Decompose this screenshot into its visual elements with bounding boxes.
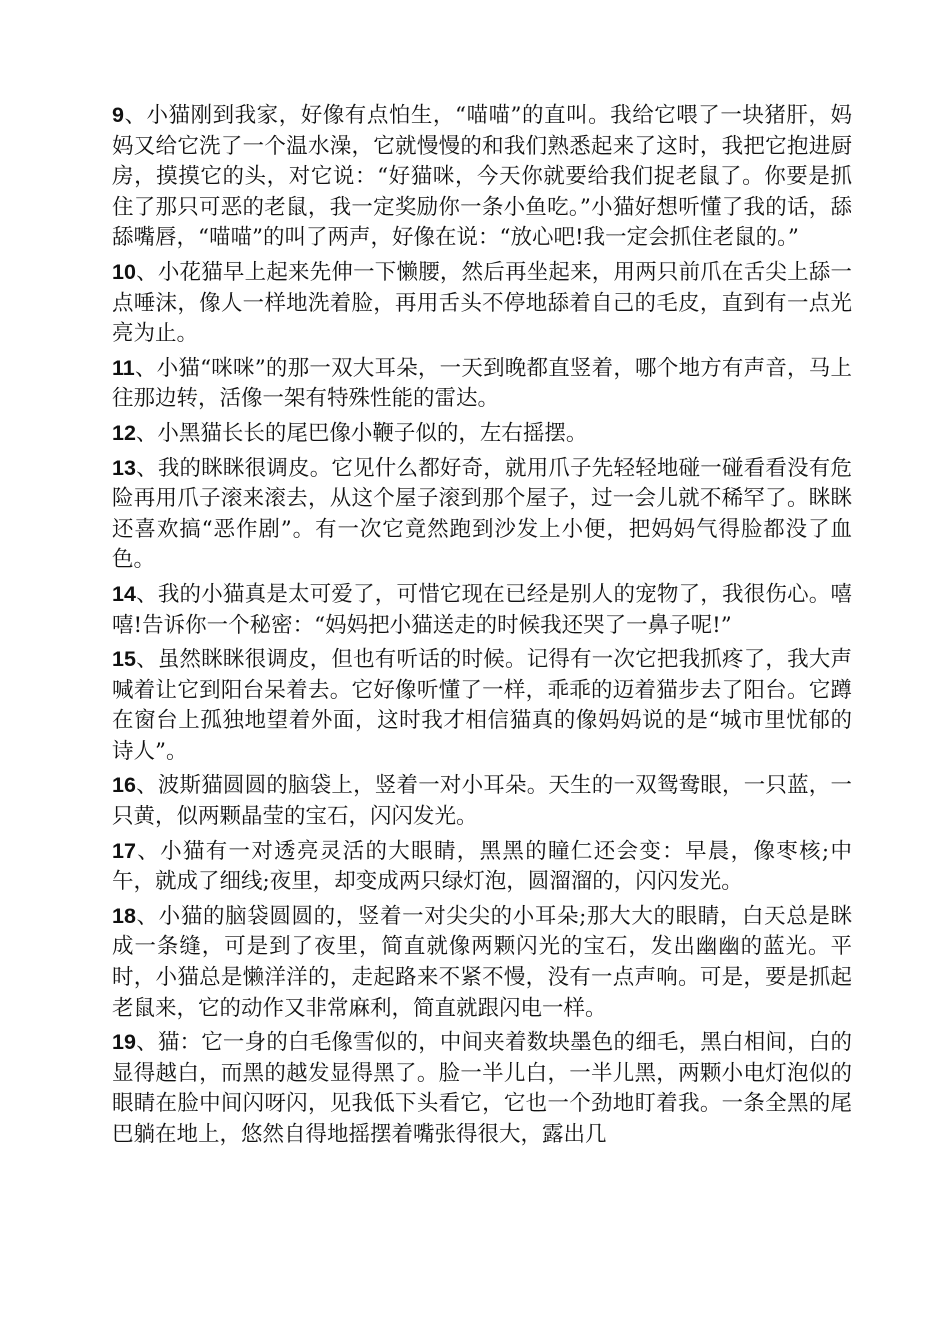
paragraph-text: 、小猫有一对透亮灵活的大眼睛，黑黑的瞳仁还会变：早晨，像枣核;中午，就成了细线;夜里，却变成两只绿灯泡，圆溜溜的，闪闪发光。: [112, 838, 852, 895]
item-number: 17: [112, 838, 136, 863]
item-number: 13: [112, 455, 136, 480]
item-number: 11: [112, 355, 135, 380]
item-number: 14: [112, 581, 136, 606]
paragraph-text: 、波斯猫圆圆的脑袋上，竖着一对小耳朵。天生的一双鸳鸯眼，一只蓝，一只黄，似两颗晶莹的宝石，闪闪发光。: [112, 773, 852, 830]
paragraph-15: [112, 644, 852, 767]
item-number: 15: [112, 647, 136, 672]
paragraph-19: [112, 1027, 852, 1150]
paragraph-10: [112, 257, 852, 350]
paragraph-11: [112, 353, 852, 415]
paragraph-16: [112, 770, 852, 832]
item-number: 19: [112, 1030, 136, 1055]
paragraph-12: [112, 418, 852, 450]
paragraph-18: [112, 901, 852, 1024]
paragraph-text: 、小猫刚到我家，好像有点怕生，“喵喵”的直叫。我给它喂了一块猪肝，妈妈又给它洗了一个温水澡，它就慢慢的和我们熟悉起来了这时，我把它抱进厨房，摸摸它的头，对它说：“好猫咪，今天你就要给我们捉老鼠了。你要是抓住了那只可恶的老鼠，我一定奖励你一条小鱼吃。”小猫好想听懂了我的话，舔舔嘴唇，“喵喵”的叫了两声，好像在说：“放心吧!我一定会抓住老鼠的。”: [112, 103, 852, 251]
document-page: [112, 100, 852, 1154]
paragraph-13: [112, 453, 852, 576]
paragraph-text: 、小猫“咪咪”的那一双大耳朵，一天到晚都直竖着，哪个地方有声音，马上往那边转，活像一架有特殊性能的雷达。: [112, 355, 852, 412]
paragraph-17: [112, 836, 852, 898]
item-number: 9: [112, 103, 124, 127]
paragraph-text: 、猫：它一身的白毛像雪似的，中间夹着数块墨色的细毛，黑白相间，白的显得越白，而黑的越发显得黑了。脸一半儿白，一半儿黑，两颗小电灯泡似的眼睛在脸中间闪呀闪，见我低下头看它，它也一个劲地盯着我。一条全黑的尾巴躺在地上，悠然自得地摇摆着嘴张得很大，露出几: [112, 1030, 852, 1147]
paragraph-text: 、我的小猫真是太可爱了，可惜它现在已经是别人的宠物了，我很伤心。嘻嘻!告诉你一个秘密：“妈妈把小猫送走的时候我还哭了一鼻子呢!”: [112, 581, 852, 638]
item-number: 16: [112, 773, 136, 798]
item-number: 12: [112, 420, 136, 445]
paragraph-text: 、小黑猫长长的尾巴像小鞭子似的，左右摇摆。: [135, 420, 588, 446]
paragraph-text: 、虽然眯眯很调皮，但也有听话的时候。记得有一次它把我抓疼了，我大声喊着让它到阳台呆着去。它好像听懂了一样，乖乖的迈着猫步去了阳台。它蹲在窗台上孤独地望着外面，这时我才相信猫真的像妈妈说的是“城市里忧郁的诗人”。: [112, 647, 852, 764]
paragraph-text: 、小猫的脑袋圆圆的，竖着一对尖尖的小耳朵;那大大的眼睛，白天总是眯成一条缝，可是到了夜里，简直就像两颗闪光的宝石，发出幽幽的蓝光。平时，小猫总是懒洋洋的，走起路来不紧不慢，没有一点声响。可是，要是抓起老鼠来，它的动作又非常麻利，简直就跟闪电一样。: [112, 903, 852, 1021]
item-number: 18: [112, 903, 136, 928]
paragraph-14: [112, 579, 852, 641]
paragraph-9: [112, 100, 852, 254]
paragraph-text: 、我的眯眯很调皮。它见什么都好奇，就用爪子先轻轻地碰一碰看看没有危险再用爪子滚来滚去，从这个屋子滚到那个屋子，过一会儿就不稀罕了。眯眯还喜欢搞“恶作剧”。有一次它竟然跑到沙发上小便，把妈妈气得脸都没了血色。: [112, 455, 852, 573]
item-number: 10: [112, 259, 136, 284]
paragraph-text: 、小花猫早上起来先伸一下懒腰，然后再坐起来，用两只前爪在舌尖上舔一点唾沫，像人一样地洗着脸，再用舌头不停地舔着自己的毛皮，直到有一点光亮为止。: [112, 259, 852, 347]
